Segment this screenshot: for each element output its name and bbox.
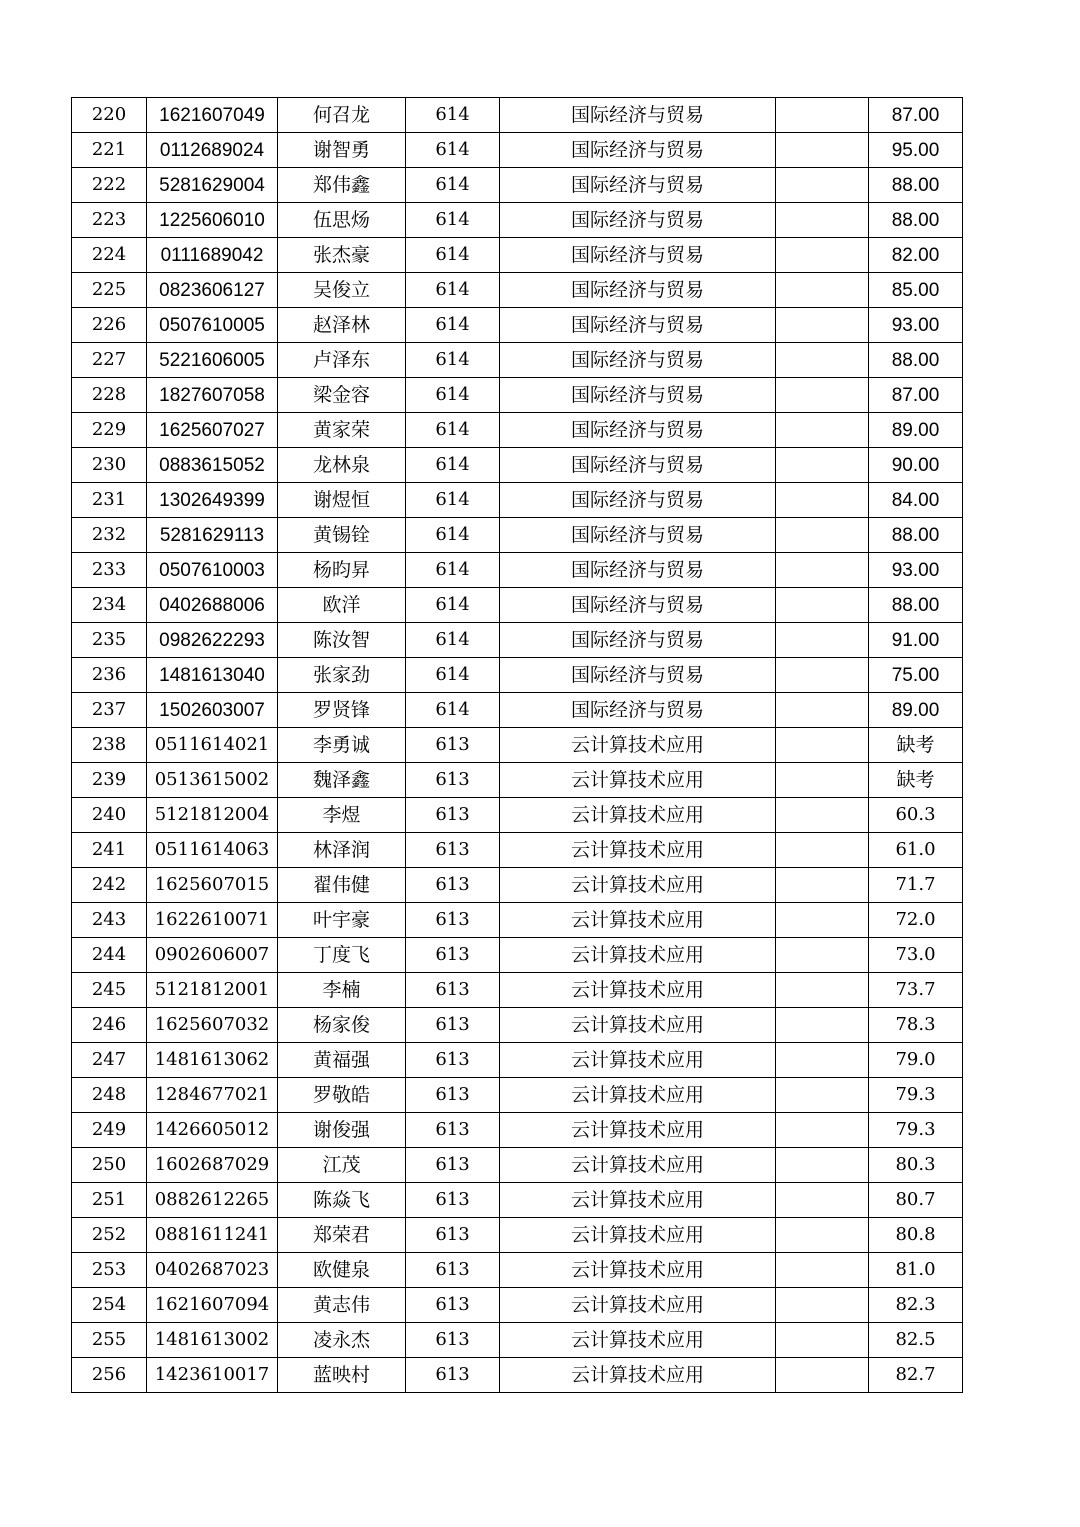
student-name-cell: 赵泽林 <box>278 308 406 343</box>
major-code-cell: 613 <box>406 1358 500 1393</box>
major-name-cell: 国际经济与贸易 <box>500 448 776 483</box>
table-row <box>72 553 963 588</box>
major-code-cell: 614 <box>406 553 500 588</box>
serial-number-cell: 222 <box>72 168 147 203</box>
serial-number-cell: 253 <box>72 1253 147 1288</box>
score-cell: 85.00 <box>869 273 963 308</box>
score-cell: 73.0 <box>869 938 963 973</box>
student-name-cell: 魏泽鑫 <box>278 763 406 798</box>
serial-number-cell: 255 <box>72 1323 147 1358</box>
score-cell: 84.00 <box>869 483 963 518</box>
candidate-id-cell: 1622610071 <box>147 903 278 938</box>
serial-number-cell: 252 <box>72 1218 147 1253</box>
candidate-id-cell: 5281629004 <box>147 168 278 203</box>
major-name-cell: 国际经济与贸易 <box>500 203 776 238</box>
major-name-cell: 云计算技术应用 <box>500 1358 776 1393</box>
major-code-cell: 614 <box>406 518 500 553</box>
major-name-cell: 国际经济与贸易 <box>500 518 776 553</box>
major-name-cell: 国际经济与贸易 <box>500 413 776 448</box>
major-code-cell: 613 <box>406 1323 500 1358</box>
major-name-cell: 云计算技术应用 <box>500 1288 776 1323</box>
empty-cell <box>776 1043 869 1078</box>
candidate-id-cell: 1481613002 <box>147 1323 278 1358</box>
score-cell: 80.8 <box>869 1218 963 1253</box>
major-code-cell: 614 <box>406 238 500 273</box>
empty-cell <box>776 1218 869 1253</box>
score-cell: 88.00 <box>869 203 963 238</box>
major-name-cell: 云计算技术应用 <box>500 1113 776 1148</box>
score-cell: 88.00 <box>869 168 963 203</box>
student-name-cell: 黄福强 <box>278 1043 406 1078</box>
score-cell: 82.00 <box>869 238 963 273</box>
serial-number-cell: 239 <box>72 763 147 798</box>
table-row <box>72 1008 963 1043</box>
student-name-cell: 郑伟鑫 <box>278 168 406 203</box>
student-name-cell: 梁金容 <box>278 378 406 413</box>
candidate-id-cell: 1625607027 <box>147 413 278 448</box>
score-cell: 88.00 <box>869 343 963 378</box>
empty-cell <box>776 623 869 658</box>
candidate-id-cell: 0513615002 <box>147 763 278 798</box>
serial-number-cell: 244 <box>72 938 147 973</box>
candidate-id-cell: 5281629113 <box>147 518 278 553</box>
score-cell: 60.3 <box>869 798 963 833</box>
major-name-cell: 国际经济与贸易 <box>500 588 776 623</box>
candidate-id-cell: 0111689042 <box>147 238 278 273</box>
student-name-cell: 林泽润 <box>278 833 406 868</box>
serial-number-cell: 237 <box>72 693 147 728</box>
score-cell: 81.0 <box>869 1253 963 1288</box>
empty-cell <box>776 343 869 378</box>
serial-number-cell: 235 <box>72 623 147 658</box>
empty-cell <box>776 413 869 448</box>
empty-cell <box>776 763 869 798</box>
candidate-id-cell: 1481613062 <box>147 1043 278 1078</box>
major-name-cell: 国际经济与贸易 <box>500 168 776 203</box>
serial-number-cell: 230 <box>72 448 147 483</box>
serial-number-cell: 224 <box>72 238 147 273</box>
table-row <box>72 833 963 868</box>
student-name-cell: 黄志伟 <box>278 1288 406 1323</box>
major-name-cell: 国际经济与贸易 <box>500 693 776 728</box>
score-cell: 71.7 <box>869 868 963 903</box>
student-name-cell: 卢泽东 <box>278 343 406 378</box>
major-name-cell: 国际经济与贸易 <box>500 483 776 518</box>
table-row <box>72 1358 963 1393</box>
table-row <box>72 1148 963 1183</box>
table-row <box>72 518 963 553</box>
major-code-cell: 613 <box>406 868 500 903</box>
table-row <box>72 1183 963 1218</box>
student-name-cell: 黄家荣 <box>278 413 406 448</box>
score-cell: 79.0 <box>869 1043 963 1078</box>
major-name-cell: 国际经济与贸易 <box>500 308 776 343</box>
candidate-id-cell: 1625607015 <box>147 868 278 903</box>
candidate-id-cell: 0507610003 <box>147 553 278 588</box>
major-code-cell: 614 <box>406 623 500 658</box>
serial-number-cell: 256 <box>72 1358 147 1393</box>
major-code-cell: 614 <box>406 448 500 483</box>
table-row <box>72 378 963 413</box>
score-cell: 88.00 <box>869 588 963 623</box>
empty-cell <box>776 133 869 168</box>
serial-number-cell: 248 <box>72 1078 147 1113</box>
student-name-cell: 陈汝智 <box>278 623 406 658</box>
major-code-cell: 613 <box>406 1253 500 1288</box>
candidate-id-cell: 0511614021 <box>147 728 278 763</box>
serial-number-cell: 240 <box>72 798 147 833</box>
table-row <box>72 938 963 973</box>
serial-number-cell: 228 <box>72 378 147 413</box>
table-row <box>72 273 963 308</box>
serial-number-cell: 243 <box>72 903 147 938</box>
table-row <box>72 203 963 238</box>
major-code-cell: 614 <box>406 693 500 728</box>
candidate-id-cell: 0883615052 <box>147 448 278 483</box>
table-row <box>72 658 963 693</box>
student-name-cell: 李楠 <box>278 973 406 1008</box>
score-cell: 82.7 <box>869 1358 963 1393</box>
major-name-cell: 云计算技术应用 <box>500 763 776 798</box>
candidate-id-cell: 1302649399 <box>147 483 278 518</box>
student-name-cell: 翟伟健 <box>278 868 406 903</box>
serial-number-cell: 241 <box>72 833 147 868</box>
score-cell: 89.00 <box>869 693 963 728</box>
score-cell: 79.3 <box>869 1078 963 1113</box>
table-row <box>72 1288 963 1323</box>
major-code-cell: 614 <box>406 588 500 623</box>
major-code-cell: 613 <box>406 1043 500 1078</box>
major-code-cell: 613 <box>406 1148 500 1183</box>
major-code-cell: 613 <box>406 973 500 1008</box>
major-code-cell: 613 <box>406 728 500 763</box>
major-name-cell: 云计算技术应用 <box>500 728 776 763</box>
candidate-id-cell: 0507610005 <box>147 308 278 343</box>
candidate-id-cell: 0112689024 <box>147 133 278 168</box>
empty-cell <box>776 378 869 413</box>
table-row <box>72 1078 963 1113</box>
candidate-id-cell: 5221606005 <box>147 343 278 378</box>
student-name-cell: 龙林泉 <box>278 448 406 483</box>
table-row <box>72 133 963 168</box>
score-cell: 80.3 <box>869 1148 963 1183</box>
empty-cell <box>776 98 869 133</box>
score-cell: 91.00 <box>869 623 963 658</box>
empty-cell <box>776 553 869 588</box>
empty-cell <box>776 588 869 623</box>
score-cell: 90.00 <box>869 448 963 483</box>
major-name-cell: 国际经济与贸易 <box>500 343 776 378</box>
major-code-cell: 613 <box>406 938 500 973</box>
candidate-id-cell: 1284677021 <box>147 1078 278 1113</box>
student-name-cell: 蓝映村 <box>278 1358 406 1393</box>
empty-cell <box>776 728 869 763</box>
major-name-cell: 国际经济与贸易 <box>500 378 776 413</box>
empty-cell <box>776 798 869 833</box>
major-name-cell: 云计算技术应用 <box>500 1008 776 1043</box>
major-code-cell: 614 <box>406 273 500 308</box>
candidate-id-cell: 0402688006 <box>147 588 278 623</box>
student-name-cell: 欧洋 <box>278 588 406 623</box>
student-name-cell: 罗贤锋 <box>278 693 406 728</box>
major-name-cell: 国际经济与贸易 <box>500 553 776 588</box>
serial-number-cell: 231 <box>72 483 147 518</box>
student-name-cell: 张家劲 <box>278 658 406 693</box>
serial-number-cell: 238 <box>72 728 147 763</box>
score-cell: 73.7 <box>869 973 963 1008</box>
major-code-cell: 614 <box>406 203 500 238</box>
empty-cell <box>776 273 869 308</box>
table-row <box>72 623 963 658</box>
empty-cell <box>776 833 869 868</box>
empty-cell <box>776 1183 869 1218</box>
major-name-cell: 云计算技术应用 <box>500 903 776 938</box>
major-name-cell: 国际经济与贸易 <box>500 133 776 168</box>
major-code-cell: 613 <box>406 1288 500 1323</box>
score-cell: 78.3 <box>869 1008 963 1043</box>
candidate-id-cell: 0402687023 <box>147 1253 278 1288</box>
major-name-cell: 云计算技术应用 <box>500 798 776 833</box>
table-row <box>72 448 963 483</box>
table-row <box>72 238 963 273</box>
serial-number-cell: 242 <box>72 868 147 903</box>
candidate-id-cell: 5121812001 <box>147 973 278 1008</box>
candidate-id-cell: 1225606010 <box>147 203 278 238</box>
table-row <box>72 728 963 763</box>
score-cell: 95.00 <box>869 133 963 168</box>
empty-cell <box>776 168 869 203</box>
table-row <box>72 1043 963 1078</box>
candidate-id-cell: 0902606007 <box>147 938 278 973</box>
serial-number-cell: 249 <box>72 1113 147 1148</box>
major-name-cell: 云计算技术应用 <box>500 1253 776 1288</box>
major-code-cell: 614 <box>406 658 500 693</box>
serial-number-cell: 234 <box>72 588 147 623</box>
serial-number-cell: 247 <box>72 1043 147 1078</box>
candidate-id-cell: 1602687029 <box>147 1148 278 1183</box>
serial-number-cell: 226 <box>72 308 147 343</box>
major-name-cell: 云计算技术应用 <box>500 1218 776 1253</box>
student-name-cell: 凌永杰 <box>278 1323 406 1358</box>
empty-cell <box>776 448 869 483</box>
serial-number-cell: 225 <box>72 273 147 308</box>
table-row <box>72 1253 963 1288</box>
empty-cell <box>776 238 869 273</box>
serial-number-cell: 250 <box>72 1148 147 1183</box>
serial-number-cell: 220 <box>72 98 147 133</box>
empty-cell <box>776 1323 869 1358</box>
candidate-id-cell: 1423610017 <box>147 1358 278 1393</box>
score-table <box>71 97 963 1393</box>
major-code-cell: 614 <box>406 483 500 518</box>
student-name-cell: 张杰豪 <box>278 238 406 273</box>
score-cell: 87.00 <box>869 98 963 133</box>
table-row <box>72 868 963 903</box>
major-name-cell: 云计算技术应用 <box>500 1043 776 1078</box>
candidate-id-cell: 1502603007 <box>147 693 278 728</box>
score-cell: 89.00 <box>869 413 963 448</box>
major-code-cell: 614 <box>406 98 500 133</box>
empty-cell <box>776 938 869 973</box>
major-code-cell: 613 <box>406 1183 500 1218</box>
student-name-cell: 叶宇豪 <box>278 903 406 938</box>
serial-number-cell: 236 <box>72 658 147 693</box>
student-name-cell: 罗敬皓 <box>278 1078 406 1113</box>
serial-number-cell: 223 <box>72 203 147 238</box>
candidate-id-cell: 0511614063 <box>147 833 278 868</box>
serial-number-cell: 229 <box>72 413 147 448</box>
candidate-id-cell: 1426605012 <box>147 1113 278 1148</box>
table-row <box>72 903 963 938</box>
candidate-id-cell: 0982622293 <box>147 623 278 658</box>
empty-cell <box>776 973 869 1008</box>
serial-number-cell: 227 <box>72 343 147 378</box>
major-code-cell: 614 <box>406 308 500 343</box>
student-name-cell: 谢煜恒 <box>278 483 406 518</box>
candidate-id-cell: 1827607058 <box>147 378 278 413</box>
student-name-cell: 伍思炀 <box>278 203 406 238</box>
candidate-id-cell: 1621607049 <box>147 98 278 133</box>
candidate-id-cell: 1621607094 <box>147 1288 278 1323</box>
score-cell: 79.3 <box>869 1113 963 1148</box>
table-row <box>72 168 963 203</box>
empty-cell <box>776 868 869 903</box>
score-cell: 80.7 <box>869 1183 963 1218</box>
serial-number-cell: 245 <box>72 973 147 1008</box>
major-code-cell: 613 <box>406 1113 500 1148</box>
major-name-cell: 云计算技术应用 <box>500 973 776 1008</box>
student-name-cell: 陈焱飞 <box>278 1183 406 1218</box>
major-name-cell: 国际经济与贸易 <box>500 273 776 308</box>
serial-number-cell: 221 <box>72 133 147 168</box>
student-name-cell: 李勇诚 <box>278 728 406 763</box>
score-cell: 87.00 <box>869 378 963 413</box>
student-name-cell: 丁度飞 <box>278 938 406 973</box>
table-row <box>72 98 963 133</box>
empty-cell <box>776 483 869 518</box>
empty-cell <box>776 1008 869 1043</box>
student-name-cell: 何召龙 <box>278 98 406 133</box>
major-code-cell: 613 <box>406 1008 500 1043</box>
serial-number-cell: 233 <box>72 553 147 588</box>
table-row <box>72 308 963 343</box>
score-cell: 缺考 <box>869 763 963 798</box>
serial-number-cell: 232 <box>72 518 147 553</box>
table-row <box>72 1113 963 1148</box>
major-name-cell: 云计算技术应用 <box>500 1183 776 1218</box>
score-cell: 缺考 <box>869 728 963 763</box>
empty-cell <box>776 518 869 553</box>
score-cell: 61.0 <box>869 833 963 868</box>
major-code-cell: 614 <box>406 168 500 203</box>
major-code-cell: 614 <box>406 413 500 448</box>
student-name-cell: 杨家俊 <box>278 1008 406 1043</box>
table-body <box>72 98 963 1393</box>
major-name-cell: 云计算技术应用 <box>500 1323 776 1358</box>
candidate-id-cell: 1481613040 <box>147 658 278 693</box>
major-name-cell: 云计算技术应用 <box>500 938 776 973</box>
candidate-id-cell: 5121812004 <box>147 798 278 833</box>
score-cell: 75.00 <box>869 658 963 693</box>
student-name-cell: 郑荣君 <box>278 1218 406 1253</box>
table-row <box>72 413 963 448</box>
table-row <box>72 973 963 1008</box>
student-name-cell: 江茂 <box>278 1148 406 1183</box>
serial-number-cell: 251 <box>72 1183 147 1218</box>
empty-cell <box>776 1358 869 1393</box>
candidate-id-cell: 0882612265 <box>147 1183 278 1218</box>
empty-cell <box>776 903 869 938</box>
table-row <box>72 798 963 833</box>
major-name-cell: 云计算技术应用 <box>500 833 776 868</box>
score-cell: 72.0 <box>869 903 963 938</box>
empty-cell <box>776 1288 869 1323</box>
major-code-cell: 613 <box>406 798 500 833</box>
student-name-cell: 谢智勇 <box>278 133 406 168</box>
empty-cell <box>776 1148 869 1183</box>
empty-cell <box>776 1253 869 1288</box>
score-cell: 93.00 <box>869 308 963 343</box>
score-cell: 93.00 <box>869 553 963 588</box>
major-code-cell: 613 <box>406 763 500 798</box>
score-cell: 82.3 <box>869 1288 963 1323</box>
major-name-cell: 国际经济与贸易 <box>500 238 776 273</box>
candidate-id-cell: 1625607032 <box>147 1008 278 1043</box>
serial-number-cell: 246 <box>72 1008 147 1043</box>
major-name-cell: 云计算技术应用 <box>500 1148 776 1183</box>
major-code-cell: 613 <box>406 1078 500 1113</box>
table-row <box>72 483 963 518</box>
table-row <box>72 343 963 378</box>
candidate-id-cell: 0881611241 <box>147 1218 278 1253</box>
major-name-cell: 国际经济与贸易 <box>500 658 776 693</box>
major-name-cell: 国际经济与贸易 <box>500 98 776 133</box>
major-code-cell: 613 <box>406 833 500 868</box>
major-name-cell: 云计算技术应用 <box>500 1078 776 1113</box>
empty-cell <box>776 308 869 343</box>
major-code-cell: 613 <box>406 1218 500 1253</box>
empty-cell <box>776 1078 869 1113</box>
empty-cell <box>776 658 869 693</box>
score-cell: 82.5 <box>869 1323 963 1358</box>
major-code-cell: 614 <box>406 343 500 378</box>
serial-number-cell: 254 <box>72 1288 147 1323</box>
student-name-cell: 李煜 <box>278 798 406 833</box>
major-name-cell: 国际经济与贸易 <box>500 623 776 658</box>
table-row <box>72 588 963 623</box>
score-cell: 88.00 <box>869 518 963 553</box>
table-row <box>72 1323 963 1358</box>
student-name-cell: 杨昀昇 <box>278 553 406 588</box>
table-row <box>72 693 963 728</box>
major-code-cell: 614 <box>406 133 500 168</box>
table-row <box>72 1218 963 1253</box>
student-name-cell: 黄锡铨 <box>278 518 406 553</box>
empty-cell <box>776 1113 869 1148</box>
empty-cell <box>776 693 869 728</box>
student-name-cell: 吴俊立 <box>278 273 406 308</box>
major-code-cell: 613 <box>406 903 500 938</box>
student-name-cell: 欧健泉 <box>278 1253 406 1288</box>
candidate-id-cell: 0823606127 <box>147 273 278 308</box>
empty-cell <box>776 203 869 238</box>
major-code-cell: 614 <box>406 378 500 413</box>
table-row <box>72 763 963 798</box>
student-name-cell: 谢俊强 <box>278 1113 406 1148</box>
major-name-cell: 云计算技术应用 <box>500 868 776 903</box>
